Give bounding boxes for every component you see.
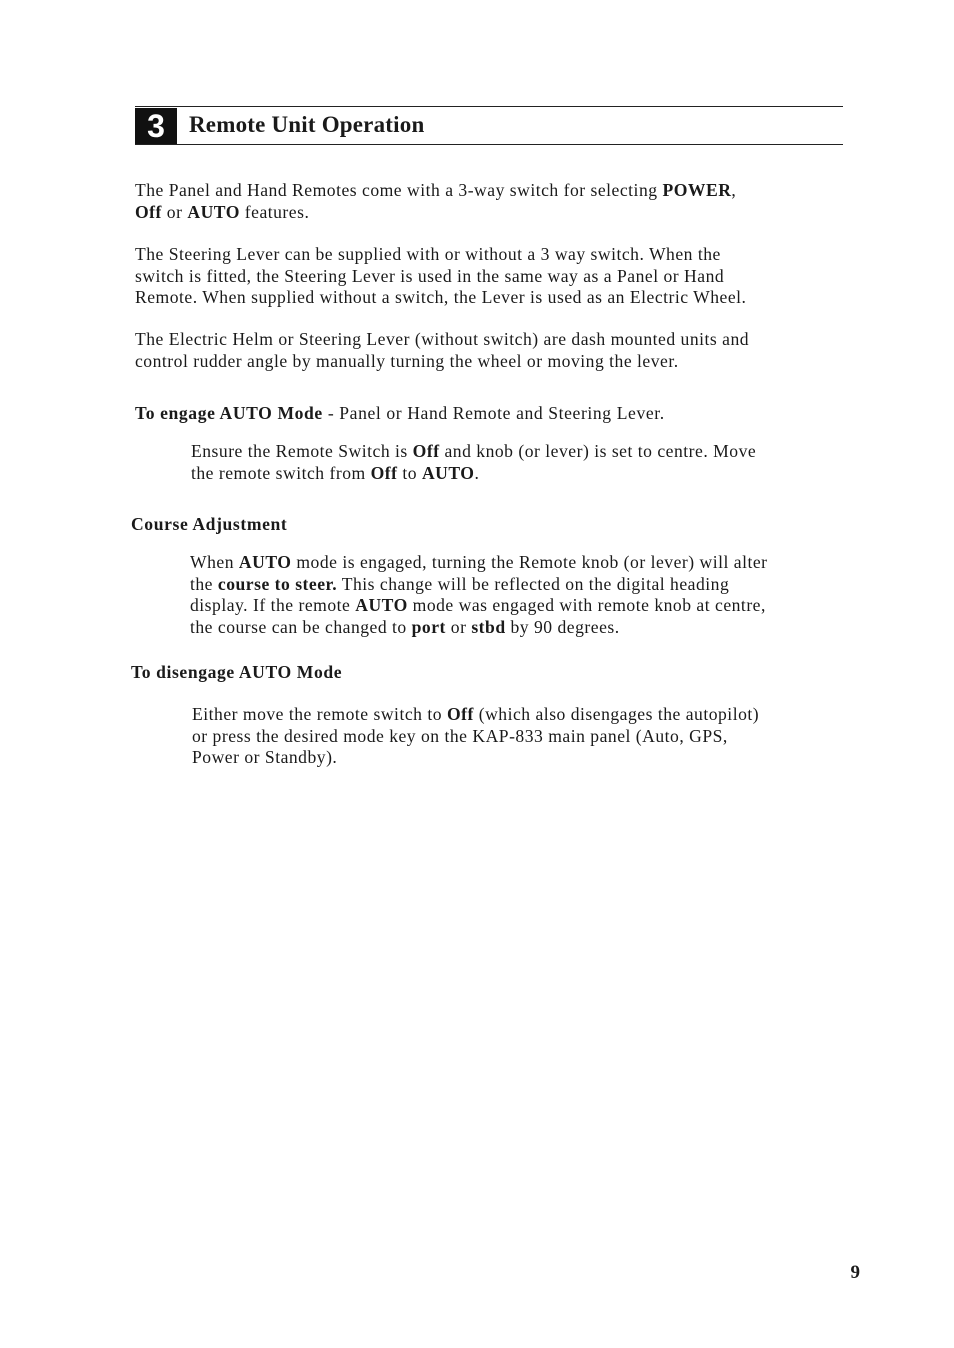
- engage-heading: To engage AUTO Mode - Panel or Hand Remote and Steering Lever.: [135, 403, 665, 423]
- text-line: The Steering Lever can be supplied with or without a 3 way switch. When the: [135, 244, 721, 264]
- text-line: the course to steer. This change will be reflected on the digital heading: [190, 573, 730, 594]
- text-line: display. If the remote AUTO mode was engaged with remote knob at centre,: [190, 595, 766, 615]
- text-line: the course can be changed to port or stbd by 90 degrees.: [190, 616, 620, 637]
- intro-paragraph-1: [135, 180, 855, 223]
- text-line: Ensure the Remote Switch is Off and knob (or lever) is set to centre. Move: [191, 441, 757, 461]
- disengage-heading: To disengage AUTO Mode: [131, 662, 343, 682]
- text-line: The Panel and Hand Remotes come with a 3-way switch for selecting POWER,: [135, 180, 737, 200]
- chapter-header: [135, 106, 843, 145]
- text-line: Remote. When supplied without a switch, the Lever is used as an Electric Wheel.: [135, 287, 747, 307]
- chapter-number-badge: 3: [135, 108, 177, 144]
- text-line: the remote switch from Off to AUTO.: [191, 462, 480, 483]
- text-line: Either move the remote switch to Off (which also disengages the autopilot): [192, 704, 760, 724]
- course-adjustment-body: [190, 552, 870, 638]
- page-number: 9: [850, 1262, 860, 1283]
- text-line: control rudder angle by manually turning the wheel or moving the lever.: [135, 350, 679, 371]
- intro-paragraph-2: [135, 244, 855, 309]
- text-line: When AUTO mode is engaged, turning the Remote knob (or lever) will alter: [190, 552, 768, 572]
- intro-paragraph-3: [135, 329, 855, 372]
- text-line: Power or Standby).: [192, 747, 338, 767]
- disengage-body: [192, 704, 872, 769]
- text-line: switch is fitted, the Steering Lever is used in the same way as a Panel or Hand: [135, 265, 725, 286]
- text-line: Off or AUTO features.: [135, 201, 310, 222]
- engage-body: [191, 441, 871, 484]
- text-line: or press the desired mode key on the KAP-833 main panel (Auto, GPS,: [192, 725, 728, 746]
- chapter-title: Remote Unit Operation: [189, 112, 425, 137]
- text-line: The Electric Helm or Steering Lever (without switch) are dash mounted units and: [135, 329, 750, 349]
- course-adjustment-heading: Course Adjustment: [131, 514, 288, 534]
